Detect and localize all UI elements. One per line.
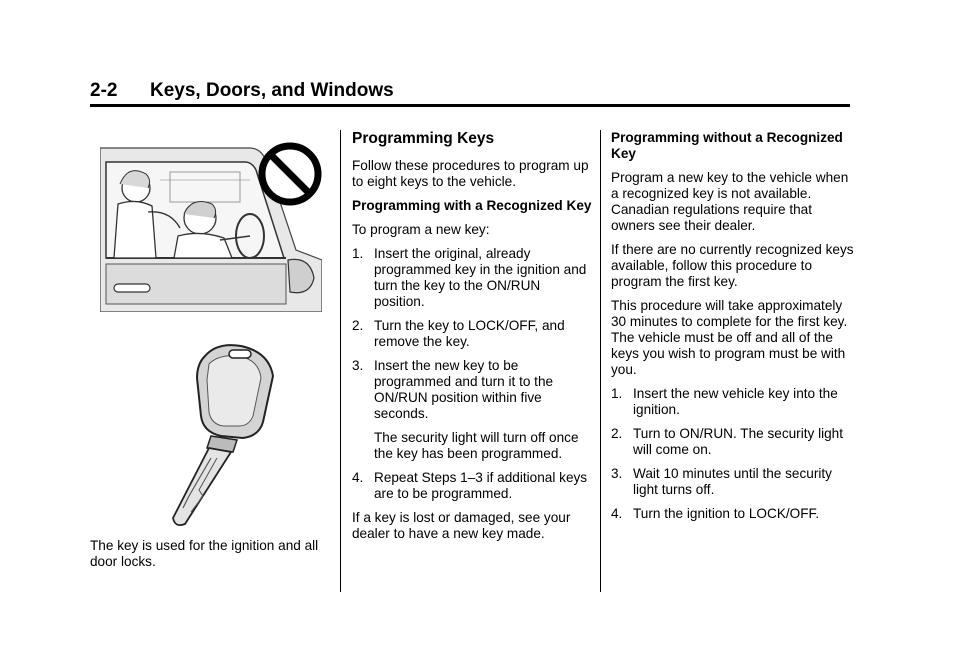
key-caption: The key is used for the ignition and all door locks.: [90, 538, 319, 569]
page-header: [90, 78, 850, 106]
steps-list-unrecognized: [611, 386, 857, 522]
paragraph: Program a new key to the vehicle when a recognized key is not available. Canadian regulations require that owners see their dealer.: [611, 170, 849, 233]
paragraph: If there are no currently recognized keys available, follow this procedure to program the first key.: [611, 242, 854, 289]
list-item: [352, 318, 594, 350]
programming-keys-column: [352, 130, 594, 550]
paragraph: This procedure will take approximately 30 minutes to complete for the first key. The vehicle must be off and all of the keys you wish to program must be with you.: [611, 298, 848, 377]
chapter-title: Keys, Doors, and Windows: [150, 80, 394, 101]
step-number: 4.: [611, 506, 623, 521]
step-text: Turn to ON/RUN. The security light will come on.: [633, 426, 844, 457]
page-number: 2-2: [90, 80, 118, 101]
step-number: 3.: [352, 358, 364, 373]
list-item: [611, 426, 857, 458]
steps-list-recognized: [352, 246, 594, 502]
step-text: Insert the new vehicle key into the ignition.: [633, 386, 838, 417]
step-number: 2.: [611, 426, 623, 441]
subhead-with-recognized-key: Programming with a Recognized Key: [352, 198, 592, 213]
step-text: Turn the key to LOCK/OFF, and remove the key.: [374, 318, 565, 349]
step-text: Insert the original, already programmed key in the ignition and turn the key to the ON/RUN position.: [374, 246, 587, 309]
lead-paragraph: To program a new key:: [352, 222, 490, 237]
list-item: [352, 246, 594, 310]
intro-paragraph: Follow these procedures to program up to eight keys to the vehicle.: [352, 158, 589, 189]
section-title: Programming Keys: [352, 130, 495, 147]
vehicle-key-icon: [145, 340, 285, 530]
list-item: [352, 470, 594, 502]
list-item: [611, 506, 857, 522]
step-number: 1.: [352, 246, 364, 261]
header-rule: [90, 104, 850, 107]
children-in-car-no-symbol-icon: [100, 140, 322, 312]
list-item: [611, 386, 857, 418]
list-item: [352, 358, 594, 462]
step-number: 4.: [352, 470, 364, 485]
column-divider-2: [600, 130, 601, 592]
subhead-without-recognized-key: Programming without a Recognized Key: [611, 130, 843, 161]
step-text: Insert the new key to be programmed and turn it to the ON/RUN position within five seconds.: [374, 358, 554, 421]
closing-paragraph: If a key is lost or damaged, see your dealer to have a new key made.: [352, 510, 571, 541]
programming-without-key-column: [611, 130, 857, 530]
step-number: 2.: [352, 318, 364, 333]
step-number: 3.: [611, 466, 623, 481]
step-text: Turn the ignition to LOCK/OFF.: [633, 506, 820, 521]
step-text: Repeat Steps 1–3 if additional keys are to be programmed.: [374, 470, 588, 501]
step-text: Wait 10 minutes until the security light turns off.: [633, 466, 832, 497]
column-divider-1: [340, 130, 341, 592]
list-item: [611, 466, 857, 498]
step-note: The security light will turn off once the key has been programmed.: [374, 430, 579, 461]
step-number: 1.: [611, 386, 623, 401]
